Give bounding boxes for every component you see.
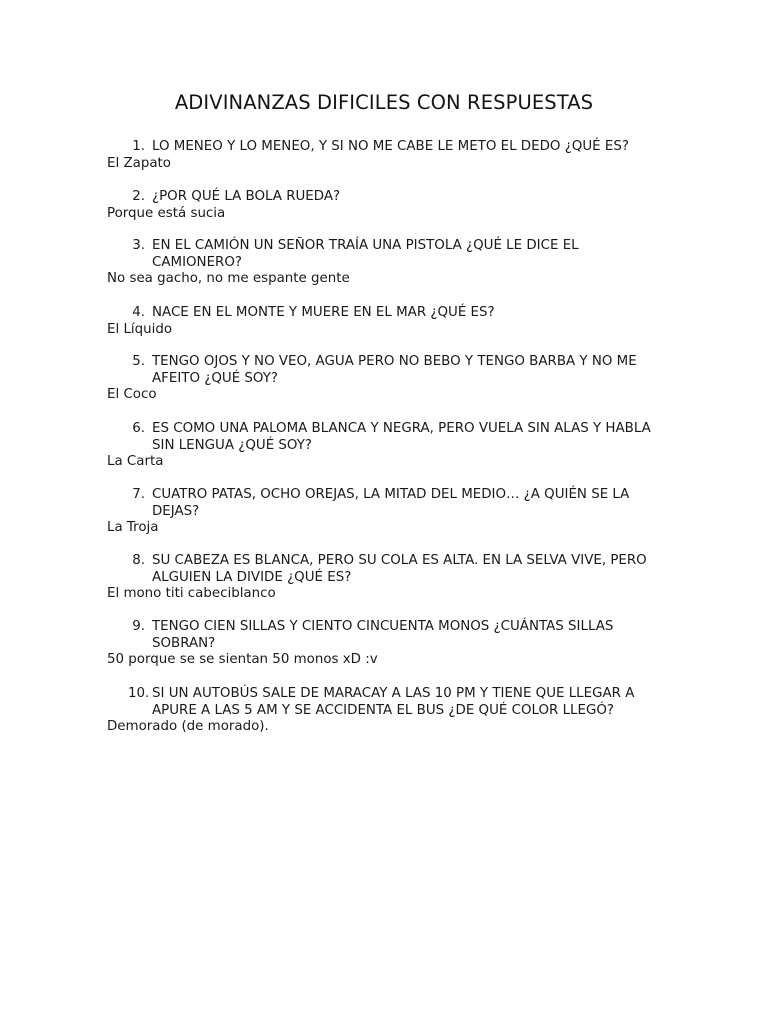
riddle-question — [107, 238, 667, 271]
riddle-question-text: ¿POR QUÉ LA BOLA RUEDA? — [152, 189, 341, 204]
riddle-answer: El Zapato — [107, 155, 171, 171]
riddle-question-text: TENGO OJOS Y NO VEO, AGUA PERO NO BEBO Y TENGO BARBA Y NO ME AFEITO ¿QUÉ SOY? — [152, 354, 637, 386]
riddle-number: 1. — [132, 139, 145, 154]
riddle-answer: No sea gacho, no me espante gente — [107, 271, 350, 286]
riddle-item-8 — [107, 553, 667, 603]
riddle-question — [107, 189, 667, 206]
riddle-question-text: SU CABEZA ES BLANCA, PERO SU COLA ES ALTA. EN LA SELVA VIVE, PERO ALGUIEN LA DIVIDE ¿QUÉ ES? — [152, 553, 647, 585]
riddle-question — [107, 421, 667, 454]
riddle-item-3 — [107, 238, 667, 288]
riddle-question — [107, 686, 667, 719]
riddle-question — [107, 553, 667, 586]
riddle-question-text: NACE EN EL MONTE Y MUERE EN EL MAR ¿QUÉ ES? — [152, 305, 495, 320]
riddle-answer: Demorado (de morado). — [107, 719, 269, 734]
riddle-number: 9. — [132, 619, 145, 634]
riddle-question-text: ES COMO UNA PALOMA BLANCA Y NEGRA, PERO VUELA SIN ALAS Y HABLA SIN LENGUA ¿QUÉ SOY? — [152, 421, 651, 453]
riddle-number: 6. — [132, 421, 145, 436]
riddle-question — [107, 305, 667, 322]
riddle-number: 8. — [132, 553, 145, 568]
riddle-question-text: LO MENEO Y LO MENEO, Y SI NO ME CABE LE METO EL DEDO ¿QUÉ ES? — [152, 139, 629, 154]
riddle-answer: La Troja — [107, 520, 159, 535]
riddle-item-1 — [107, 139, 667, 172]
riddle-item-2 — [107, 189, 667, 222]
riddle-question-text: EN EL CAMIÓN UN SEÑOR TRAÍA UNA PISTOLA ¿QUÉ LE DICE EL CAMIONERO? — [152, 238, 579, 270]
riddle-answer: El Coco — [107, 387, 157, 402]
riddle-question — [107, 354, 667, 387]
riddle-question — [107, 619, 667, 652]
riddle-answer: La Carta — [107, 454, 164, 469]
riddle-question — [107, 487, 667, 520]
riddle-item-9 — [107, 619, 667, 669]
riddle-question-text: TENGO CIEN SILLAS Y CIENTO CINCUENTA MONOS ¿CUÁNTAS SILLAS SOBRAN? — [152, 619, 614, 651]
riddle-number: 2. — [132, 189, 145, 204]
riddle-number: 4. — [132, 305, 145, 320]
riddle-answer: Porque está sucia — [107, 205, 226, 221]
riddle-question-text: CUATRO PATAS, OCHO OREJAS, LA MITAD DEL MEDIO… ¿A QUIÉN SE LA DEJAS? — [152, 487, 630, 519]
riddle-number: 3. — [132, 238, 145, 253]
riddle-item-4 — [107, 305, 667, 338]
riddle-answer: El mono titi cabeciblanco — [107, 586, 276, 601]
riddle-item-6 — [107, 421, 667, 471]
riddle-item-7 — [107, 487, 667, 537]
document-title: ADIVINANZAS DIFICILES CON RESPUESTAS — [174, 91, 594, 114]
riddle-answer: El Líquido — [107, 321, 173, 337]
riddle-item-5 — [107, 354, 667, 404]
riddle-item-10 — [107, 686, 667, 736]
riddle-question-text: SI UN AUTOBÚS SALE DE MARACAY A LAS 10 PM Y TIENE QUE LLEGAR A APURE A LAS 5 AM Y SE ACCIDENTA EL BUS ¿DE QUÉ COLOR LLEGÓ? — [152, 686, 635, 718]
riddle-number: 10. — [128, 686, 150, 701]
riddle-number: 7. — [132, 487, 145, 502]
riddle-number: 5. — [132, 354, 145, 369]
riddle-answer: 50 porque se se sientan 50 monos xD :v — [107, 652, 378, 667]
riddle-question — [107, 139, 667, 156]
